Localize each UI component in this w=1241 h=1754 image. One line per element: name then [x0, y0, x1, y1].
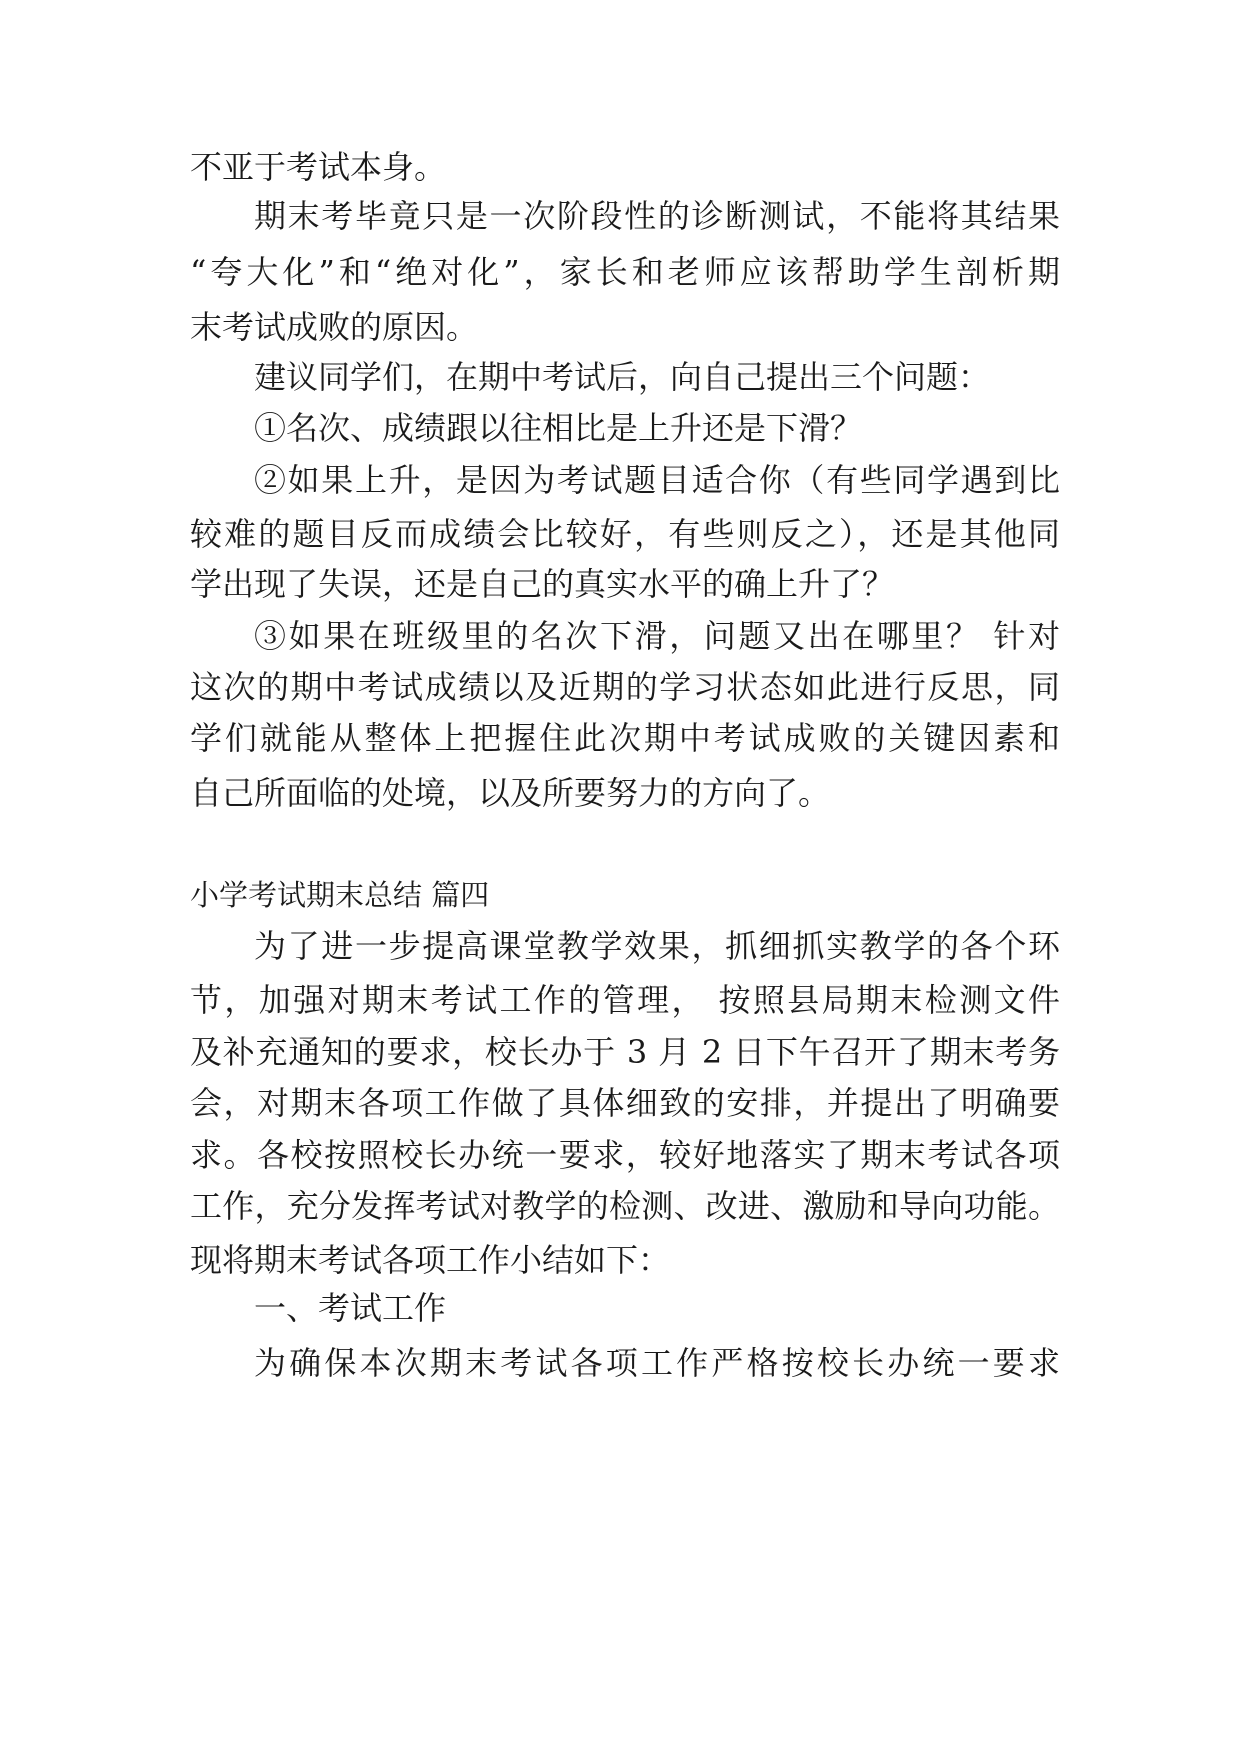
paragraph-line: 建议同学们，在期中考试后，向自己提出三个问题： — [254, 358, 991, 396]
subheading: 一、考试工作 — [254, 1289, 447, 1327]
paragraph-line: 会，对期末各项工作做了具体细致的安排，并提出了明确要 — [190, 1084, 1060, 1122]
list-item: ②如果上升，是因为考试题目适合你（有些同学遇到比 — [254, 461, 1060, 499]
paragraph-line: “夸大化”和“绝对化”，家长和老师应该帮助学生剖析期 — [190, 253, 1060, 291]
paragraph-line: 末考试成败的原因。 — [190, 308, 479, 346]
text-line: 不亚于考试本身。 — [190, 148, 447, 186]
paragraph-line: 为确保本次期末考试各项工作严格按校长办统一要求 — [254, 1344, 1060, 1382]
paragraph-line: 工作，充分发挥考试对教学的检测、改进、激励和导向功能。 — [190, 1187, 1060, 1225]
paragraph-line: 自己所面临的处境，以及所要努力的方向了。 — [190, 774, 831, 812]
paragraph-line: 期末考毕竟只是一次阶段性的诊断测试，不能将其结果 — [254, 197, 1060, 235]
paragraph-line: 及补充通知的要求，校长办于 3 月 2 日下午召开了期末考务 — [190, 1033, 1060, 1071]
paragraph-line: 学们就能从整体上把握住此次期中考试成败的关键因素和 — [190, 719, 1060, 757]
paragraph-line: 节，加强对期末考试工作的管理， 按照县局期末检测文件 — [190, 981, 1060, 1019]
paragraph-line: 学出现了失误，还是自己的真实水平的确上升了？ — [190, 565, 895, 603]
paragraph-line: 这次的期中考试成绩以及近期的学习状态如此进行反思，同 — [190, 668, 1060, 706]
list-item: ①名次、成绩跟以往相比是上升还是下滑？ — [254, 409, 863, 447]
paragraph-line: 为了进一步提高课堂教学效果，抓细抓实教学的各个环 — [254, 927, 1060, 965]
list-item: ③如果在班级里的名次下滑，问题又出在哪里？ 针对 — [254, 617, 1060, 655]
paragraph-line: 现将期末考试各项工作小结如下： — [190, 1241, 671, 1279]
section-heading: 小学考试期末总结 篇四 — [190, 878, 490, 912]
paragraph-line: 求。各校按照校长办统一要求，较好地落实了期末考试各项 — [190, 1136, 1060, 1174]
paragraph-line: 较难的题目反而成绩会比较好，有些则反之），还是其他同 — [190, 515, 1060, 553]
